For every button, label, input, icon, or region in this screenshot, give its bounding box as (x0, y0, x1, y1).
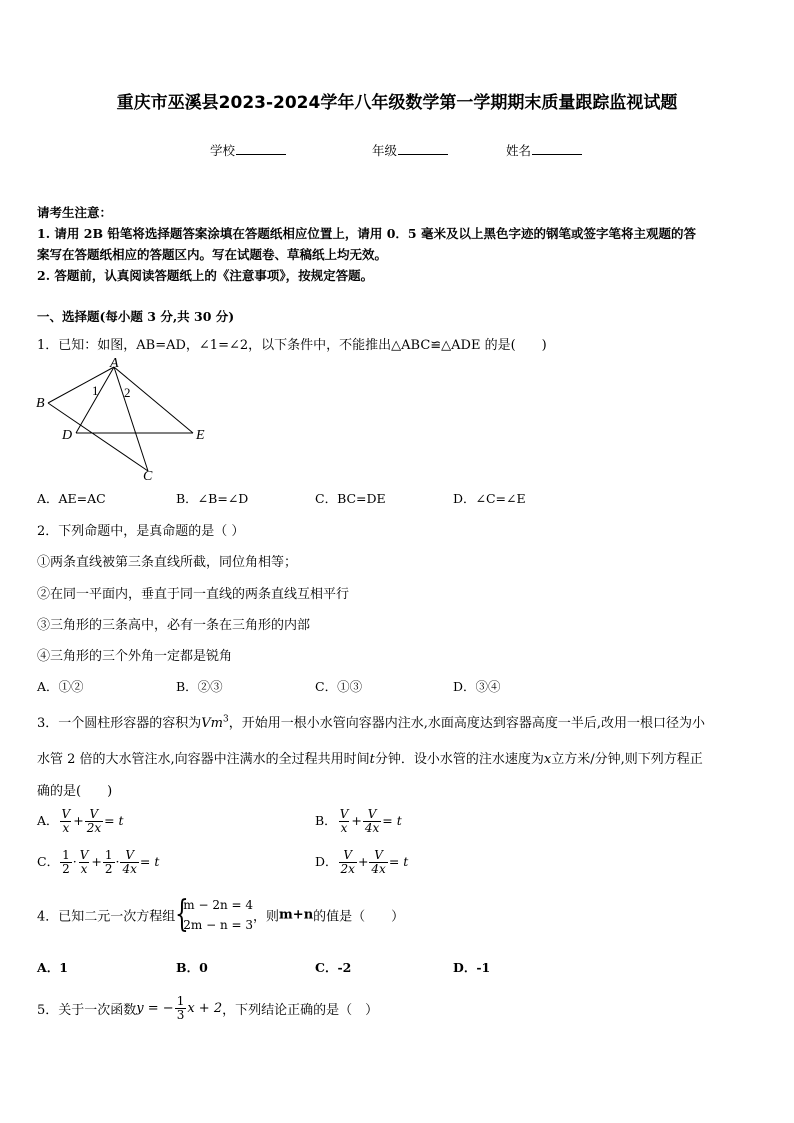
q3-line-2: 水管 2 倍的大水管注水,向容器中注满水的全过程共用时间t分钟．设小水管的注水速度为x立方米/分钟,则下列方程正 (37, 752, 703, 767)
q1-option-b: B．∠B=∠D (176, 491, 249, 506)
q4-option-c: C．-2 (315, 960, 352, 975)
triangle-figure (30, 355, 220, 485)
q2-stem: 2．下列命题中，是真命题的是（ ） (37, 524, 245, 539)
q3-option-b: B． $\frac{V}{x}$ + $\frac{V}{4x}$ = t (315, 807, 402, 835)
q1-option-c: C．BC=DE (315, 491, 386, 506)
notice-line-3: 2. 答题前，认真阅读答题纸上的《注意事项》，按规定答题。 (37, 268, 374, 283)
section-heading: 一、选择题(每小题 3 分,共 30 分) (37, 309, 235, 324)
q1-option-a: A．AE=AC (37, 491, 106, 506)
q1-stem: 1．已知：如图，AB=AD，∠1=∠2，以下条件中，不能推出△ABC≌△ADE 的是( ) (37, 338, 547, 353)
school-field (210, 141, 286, 159)
q3-line-1: 3．一个圆柱形容器的容积为Vm$^3$，开始用一根小水管向容器内注水,水面高度达到容器高度一半后,改用一根口径为小 (37, 714, 705, 731)
volume-expr: Vm$^3$ (201, 714, 229, 731)
q3-option-a: A． $\frac{V}{x}$ + $\frac{V}{2x}$ = t (37, 807, 124, 835)
school-blank (236, 142, 286, 155)
q5-stem: 5．关于一次函数y = − $\frac{1}{3}$ x + 2，下列结论正确的是（ ） (37, 994, 379, 1022)
label-D: D (62, 428, 73, 443)
q4-option-d: D．-1 (453, 960, 491, 975)
q2-item-1: ①两条直线被第三条直线所截，同位角相等； (37, 555, 298, 570)
grade-blank (398, 142, 448, 155)
q1-option-d: D．∠C=∠E (453, 491, 526, 506)
grade-label: 年级 (372, 143, 398, 158)
name-field (506, 141, 582, 159)
q2-option-a: A．①② (37, 679, 84, 694)
notice-line-2: 案写在答题纸相应的答题区内。写在试题卷、草稿纸上均无效。 (37, 247, 388, 262)
q2-option-c: C．①③ (315, 679, 363, 694)
q4-stem: 4．已知二元一次方程组 { m − 2n = 4 2m − n = 3 ，则m+n的值是（ ） (37, 894, 405, 935)
q2-option-b: B．②③ (176, 679, 223, 694)
q3-option-c: C． $\frac{1}{2}$ · $\frac{V}{x}$ + $\frac{1}{2}$ · $\frac{V}{4x}$ = t (37, 848, 160, 876)
name-label: 姓名 (506, 143, 532, 158)
q2-item-4: ④三角形的三个外角一定都是锐角 (37, 649, 233, 664)
notice-heading: 请考生注意： (37, 205, 113, 220)
q2-option-d: D．③④ (453, 679, 501, 694)
angle-label-2: 2 (124, 385, 131, 400)
label-A: A (110, 356, 119, 371)
angle-label-1: 1 (92, 383, 99, 398)
label-E: E (196, 428, 205, 443)
q3-option-d: D． $\frac{V}{2x}$ + $\frac{V}{4x}$ = t (315, 848, 409, 876)
q4-option-b: B．0 (176, 960, 208, 975)
q2-item-2: ②在同一平面内，垂直于同一直线的两条直线互相平行 (37, 587, 350, 602)
q2-item-3: ③三角形的三条高中，必有一条在三角形的内部 (37, 618, 311, 633)
page-title: 重庆市巫溪县2023-2024学年八年级数学第一学期期末质量跟踪监视试题 (116, 93, 678, 113)
notice-line-1: 1. 请用 2B 铅笔将选择题答案涂填在答题纸相应位置上，请用 0．5 毫米及以上黑色字迹的钢笔或签字笔将主观题的答 (37, 226, 696, 241)
grade-field (372, 141, 448, 159)
q4-option-a: A．1 (37, 960, 68, 975)
equation-system: { m − 2n = 4 2m − n = 3 (175, 894, 254, 935)
label-C: C (143, 469, 153, 484)
name-blank (532, 142, 582, 155)
q3-line-3: 确的是( ) (37, 784, 113, 799)
school-label: 学校 (210, 143, 236, 158)
label-B: B (36, 396, 45, 411)
fraction-one-third: $\frac{1}{3}$ (176, 994, 185, 1022)
